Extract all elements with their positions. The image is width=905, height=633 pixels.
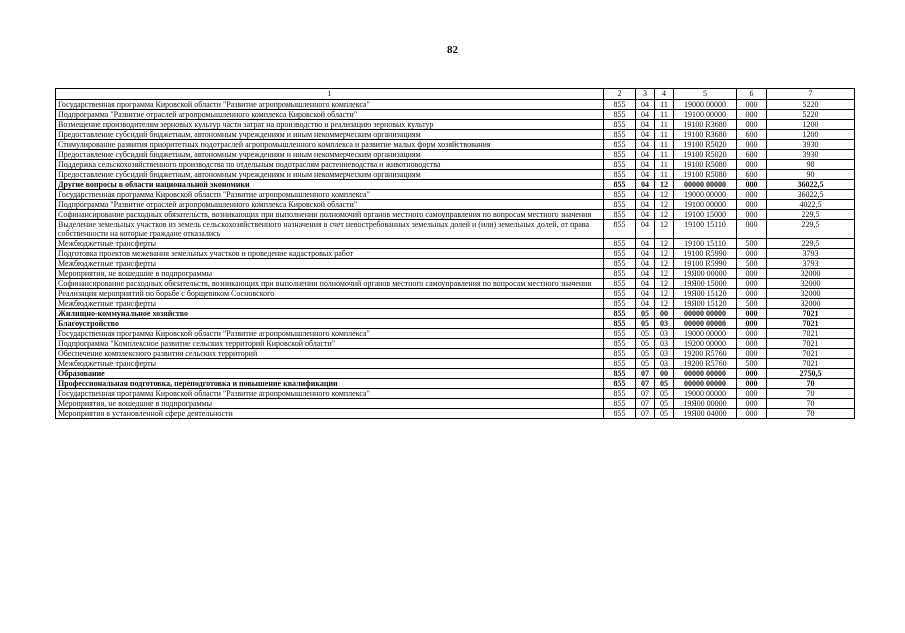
amount-cell: 32000 bbox=[767, 279, 855, 289]
amount-cell: 2750,5 bbox=[767, 369, 855, 379]
amount-cell: 7021 bbox=[767, 359, 855, 369]
target-article-code-cell: 19100 R3680 bbox=[674, 120, 737, 130]
subsection-code-cell: 11 bbox=[655, 170, 674, 180]
section-code-cell: 04 bbox=[636, 160, 655, 170]
column-header: 4 bbox=[655, 89, 674, 100]
target-article-code-cell: 19100 R5990 bbox=[674, 259, 737, 269]
target-article-code-cell: 19200 R5760 bbox=[674, 359, 737, 369]
table-row bbox=[56, 190, 855, 200]
column-header: 1 bbox=[56, 89, 604, 100]
ministry-code-cell: 855 bbox=[604, 289, 636, 299]
expense-type-code-cell: 000 bbox=[737, 379, 767, 389]
row-name-cell: Поддержка сельскохозяйственного производства по отдельным подотраслям растениеводства и животноводства bbox=[56, 160, 604, 170]
row-name-cell: Государственная программа Кировской области "Развитие агропромышленного комплекса" bbox=[56, 329, 604, 339]
target-article-code-cell: 00000 00000 bbox=[674, 369, 737, 379]
expense-type-code-cell: 000 bbox=[737, 339, 767, 349]
section-code-cell: 07 bbox=[636, 409, 655, 419]
target-article-code-cell: 00000 00000 bbox=[674, 180, 737, 190]
ministry-code-cell: 855 bbox=[604, 359, 636, 369]
amount-cell: 90 bbox=[767, 170, 855, 180]
row-name-cell: Мероприятия в установленной сфере деятельности bbox=[56, 409, 604, 419]
subsection-code-cell: 11 bbox=[655, 140, 674, 150]
subsection-code-cell: 12 bbox=[655, 249, 674, 259]
expense-type-code-cell: 000 bbox=[737, 100, 767, 110]
ministry-code-cell: 855 bbox=[604, 130, 636, 140]
row-name-cell: Государственная программа Кировской области "Развитие агропромышленного комплекса" bbox=[56, 100, 604, 110]
subsection-code-cell: 12 bbox=[655, 299, 674, 309]
ministry-code-cell: 855 bbox=[604, 339, 636, 349]
table-row bbox=[56, 319, 855, 329]
row-name-cell: Профессиональная подготовка, переподготовка и повышение квалификации bbox=[56, 379, 604, 389]
ministry-code-cell: 855 bbox=[604, 210, 636, 220]
ministry-code-cell: 855 bbox=[604, 170, 636, 180]
table-row bbox=[56, 329, 855, 339]
table-row bbox=[56, 100, 855, 110]
section-code-cell: 07 bbox=[636, 399, 655, 409]
row-name-cell: Подготовка проектов межевания земельных участков и проведение кадастровых работ bbox=[56, 249, 604, 259]
row-name-cell: Подпрограмма "Развитие отраслей агропромышленного комплекса Кировской области" bbox=[56, 110, 604, 120]
target-article-code-cell: 19Я00 00000 bbox=[674, 399, 737, 409]
ministry-code-cell: 855 bbox=[604, 259, 636, 269]
table-row bbox=[56, 130, 855, 140]
target-article-code-cell: 19100 R5080 bbox=[674, 160, 737, 170]
expense-type-code-cell: 000 bbox=[737, 140, 767, 150]
section-code-cell: 04 bbox=[636, 110, 655, 120]
row-name-cell: Жилищно-коммунальное хозяйство bbox=[56, 309, 604, 319]
section-code-cell: 04 bbox=[636, 210, 655, 220]
section-code-cell: 05 bbox=[636, 359, 655, 369]
target-article-code-cell: 19100 15110 bbox=[674, 220, 737, 239]
table-row bbox=[56, 359, 855, 369]
subsection-code-cell: 11 bbox=[655, 150, 674, 160]
ministry-code-cell: 855 bbox=[604, 239, 636, 249]
expense-type-code-cell: 000 bbox=[737, 329, 767, 339]
target-article-code-cell: 19100 15110 bbox=[674, 239, 737, 249]
target-article-code-cell: 19Я00 15120 bbox=[674, 289, 737, 299]
target-article-code-cell: 19000 00000 bbox=[674, 190, 737, 200]
row-name-cell: Предоставление субсидий бюджетным, автономным учреждениям и иным некоммерческим организациям bbox=[56, 130, 604, 140]
section-code-cell: 05 bbox=[636, 309, 655, 319]
row-name-cell: Образование bbox=[56, 369, 604, 379]
target-article-code-cell: 19100 R5020 bbox=[674, 150, 737, 160]
table-body bbox=[56, 100, 855, 419]
row-name-cell: Предоставление субсидий бюджетным, автономным учреждениям и иным некоммерческим организациям bbox=[56, 170, 604, 180]
target-article-code-cell: 19100 R5080 bbox=[674, 170, 737, 180]
amount-cell: 7021 bbox=[767, 329, 855, 339]
amount-cell: 36022,5 bbox=[767, 190, 855, 200]
target-article-code-cell: 19000 00000 bbox=[674, 329, 737, 339]
subsection-code-cell: 12 bbox=[655, 180, 674, 190]
table-row bbox=[56, 349, 855, 359]
row-name-cell: Межбюджетные трансферты bbox=[56, 359, 604, 369]
ministry-code-cell: 855 bbox=[604, 279, 636, 289]
row-name-cell: Межбюджетные трансферты bbox=[56, 259, 604, 269]
row-name-cell: Реализация мероприятий по борьбе с борщевиком Сосновского bbox=[56, 289, 604, 299]
table-row bbox=[56, 140, 855, 150]
expense-type-code-cell: 000 bbox=[737, 279, 767, 289]
subsection-code-cell: 03 bbox=[655, 339, 674, 349]
subsection-code-cell: 12 bbox=[655, 220, 674, 239]
expense-type-code-cell: 000 bbox=[737, 200, 767, 210]
table-row bbox=[56, 289, 855, 299]
target-article-code-cell: 19Я00 15120 bbox=[674, 299, 737, 309]
expense-type-code-cell: 000 bbox=[737, 349, 767, 359]
ministry-code-cell: 855 bbox=[604, 369, 636, 379]
row-name-cell: Государственная программа Кировской области "Развитие агропромышленного комплекса" bbox=[56, 389, 604, 399]
column-header: 3 bbox=[636, 89, 655, 100]
subsection-code-cell: 11 bbox=[655, 110, 674, 120]
ministry-code-cell: 855 bbox=[604, 190, 636, 200]
table-row bbox=[56, 379, 855, 389]
section-code-cell: 04 bbox=[636, 100, 655, 110]
amount-cell: 229,5 bbox=[767, 220, 855, 239]
subsection-code-cell: 05 bbox=[655, 389, 674, 399]
amount-cell: 32000 bbox=[767, 289, 855, 299]
table-row bbox=[56, 160, 855, 170]
expense-type-code-cell: 500 bbox=[737, 359, 767, 369]
amount-cell: 70 bbox=[767, 379, 855, 389]
table-row bbox=[56, 210, 855, 220]
table-row bbox=[56, 389, 855, 399]
subsection-code-cell: 05 bbox=[655, 379, 674, 389]
column-header: 5 bbox=[674, 89, 737, 100]
ministry-code-cell: 855 bbox=[604, 150, 636, 160]
subsection-code-cell: 12 bbox=[655, 239, 674, 249]
section-code-cell: 04 bbox=[636, 279, 655, 289]
subsection-code-cell: 11 bbox=[655, 130, 674, 140]
table-row bbox=[56, 180, 855, 190]
row-name-cell: Государственная программа Кировской области "Развитие агропромышленного комплекса" bbox=[56, 190, 604, 200]
subsection-code-cell: 12 bbox=[655, 190, 674, 200]
expense-type-code-cell: 000 bbox=[737, 319, 767, 329]
column-header: 7 bbox=[767, 89, 855, 100]
expense-type-code-cell: 600 bbox=[737, 130, 767, 140]
subsection-code-cell: 11 bbox=[655, 100, 674, 110]
ministry-code-cell: 855 bbox=[604, 120, 636, 130]
section-code-cell: 04 bbox=[636, 140, 655, 150]
ministry-code-cell: 855 bbox=[604, 269, 636, 279]
amount-cell: 1200 bbox=[767, 130, 855, 140]
amount-cell: 90 bbox=[767, 160, 855, 170]
expense-type-code-cell: 000 bbox=[737, 110, 767, 120]
row-name-cell: Мероприятия, не вошедшие в подпрограммы bbox=[56, 269, 604, 279]
expense-type-code-cell: 600 bbox=[737, 150, 767, 160]
subsection-code-cell: 11 bbox=[655, 160, 674, 170]
page-number: 82 bbox=[447, 44, 458, 56]
table-row bbox=[56, 269, 855, 279]
subsection-code-cell: 03 bbox=[655, 319, 674, 329]
row-name-cell: Возмещение производителям зерновых культур части затрат на производство и реализацию зерновых культур bbox=[56, 120, 604, 130]
column-header: 6 bbox=[737, 89, 767, 100]
ministry-code-cell: 855 bbox=[604, 379, 636, 389]
target-article-code-cell: 19100 R3680 bbox=[674, 130, 737, 140]
target-article-code-cell: 19Я00 00000 bbox=[674, 269, 737, 279]
subsection-code-cell: 12 bbox=[655, 289, 674, 299]
target-article-code-cell: 19Я00 15000 bbox=[674, 279, 737, 289]
amount-cell: 32000 bbox=[767, 299, 855, 309]
target-article-code-cell: 19200 R5760 bbox=[674, 349, 737, 359]
ministry-code-cell: 855 bbox=[604, 100, 636, 110]
table-row bbox=[56, 369, 855, 379]
section-code-cell: 05 bbox=[636, 319, 655, 329]
target-article-code-cell: 19200 00000 bbox=[674, 339, 737, 349]
expense-type-code-cell: 000 bbox=[737, 249, 767, 259]
target-article-code-cell: 19000 00000 bbox=[674, 389, 737, 399]
expense-type-code-cell: 500 bbox=[737, 239, 767, 249]
target-article-code-cell: 19100 00000 bbox=[674, 200, 737, 210]
expense-type-code-cell: 000 bbox=[737, 160, 767, 170]
amount-cell: 7021 bbox=[767, 349, 855, 359]
ministry-code-cell: 855 bbox=[604, 399, 636, 409]
section-code-cell: 04 bbox=[636, 269, 655, 279]
row-name-cell: Подпрограмма "Комплексное развитие сельских территорий Кировской области" bbox=[56, 339, 604, 349]
subsection-code-cell: 00 bbox=[655, 309, 674, 319]
table-row bbox=[56, 279, 855, 289]
row-name-cell: Межбюджетные трансферты bbox=[56, 239, 604, 249]
expense-type-code-cell: 000 bbox=[737, 399, 767, 409]
table-row bbox=[56, 399, 855, 409]
subsection-code-cell: 05 bbox=[655, 399, 674, 409]
section-code-cell: 05 bbox=[636, 339, 655, 349]
amount-cell: 4022,5 bbox=[767, 200, 855, 210]
amount-cell: 3793 bbox=[767, 249, 855, 259]
ministry-code-cell: 855 bbox=[604, 309, 636, 319]
expense-type-code-cell: 000 bbox=[737, 120, 767, 130]
ministry-code-cell: 855 bbox=[604, 389, 636, 399]
amount-cell: 70 bbox=[767, 389, 855, 399]
expense-type-code-cell: 000 bbox=[737, 289, 767, 299]
section-code-cell: 05 bbox=[636, 349, 655, 359]
target-article-code-cell: 19100 R5020 bbox=[674, 140, 737, 150]
subsection-code-cell: 12 bbox=[655, 210, 674, 220]
amount-cell: 3930 bbox=[767, 150, 855, 160]
amount-cell: 7021 bbox=[767, 309, 855, 319]
subsection-code-cell: 03 bbox=[655, 329, 674, 339]
section-code-cell: 07 bbox=[636, 369, 655, 379]
target-article-code-cell: 19100 R5990 bbox=[674, 249, 737, 259]
table-row bbox=[56, 309, 855, 319]
table-row bbox=[56, 150, 855, 160]
table-row bbox=[56, 339, 855, 349]
amount-cell: 229,5 bbox=[767, 239, 855, 249]
subsection-code-cell: 12 bbox=[655, 200, 674, 210]
row-name-cell: Обеспечение комплексного развития сельских территорий bbox=[56, 349, 604, 359]
section-code-cell: 07 bbox=[636, 379, 655, 389]
table-row bbox=[56, 239, 855, 249]
table-row bbox=[56, 110, 855, 120]
section-code-cell: 04 bbox=[636, 170, 655, 180]
amount-cell: 70 bbox=[767, 399, 855, 409]
expense-type-code-cell: 000 bbox=[737, 190, 767, 200]
expense-type-code-cell: 000 bbox=[737, 210, 767, 220]
ministry-code-cell: 855 bbox=[604, 319, 636, 329]
ministry-code-cell: 855 bbox=[604, 200, 636, 210]
section-code-cell: 04 bbox=[636, 190, 655, 200]
table-row bbox=[56, 120, 855, 130]
table-row bbox=[56, 299, 855, 309]
amount-cell: 7021 bbox=[767, 319, 855, 329]
ministry-code-cell: 855 bbox=[604, 110, 636, 120]
row-name-cell: Выделение земельных участков из земель сельскохозяйственного назначения в счет невостребованных земельных долей и (или) земельных долей, от права собственности на которые граждане отказались bbox=[56, 220, 604, 239]
ministry-code-cell: 855 bbox=[604, 329, 636, 339]
ministry-code-cell: 855 bbox=[604, 180, 636, 190]
subsection-code-cell: 12 bbox=[655, 279, 674, 289]
target-article-code-cell: 00000 00000 bbox=[674, 319, 737, 329]
subsection-code-cell: 03 bbox=[655, 359, 674, 369]
table-row bbox=[56, 249, 855, 259]
ministry-code-cell: 855 bbox=[604, 349, 636, 359]
section-code-cell: 04 bbox=[636, 200, 655, 210]
section-code-cell: 04 bbox=[636, 180, 655, 190]
section-code-cell: 04 bbox=[636, 299, 655, 309]
section-code-cell: 04 bbox=[636, 249, 655, 259]
section-code-cell: 04 bbox=[636, 150, 655, 160]
section-code-cell: 07 bbox=[636, 389, 655, 399]
column-header: 2 bbox=[604, 89, 636, 100]
section-code-cell: 04 bbox=[636, 220, 655, 239]
expense-type-code-cell: 000 bbox=[737, 309, 767, 319]
expense-type-code-cell: 000 bbox=[737, 180, 767, 190]
row-name-cell: Стимулирование развития приоритетных подотраслей агропромышленного комплекса и развитие малых форм хозяйствования bbox=[56, 140, 604, 150]
amount-cell: 1200 bbox=[767, 120, 855, 130]
subsection-code-cell: 11 bbox=[655, 120, 674, 130]
subsection-code-cell: 12 bbox=[655, 259, 674, 269]
expense-type-code-cell: 000 bbox=[737, 389, 767, 399]
ministry-code-cell: 855 bbox=[604, 140, 636, 150]
ministry-code-cell: 855 bbox=[604, 299, 636, 309]
row-name-cell: Софинансирование расходных обязательств, возникающих при выполнении полномочий органов местного самоуправления по вопросам местного значения bbox=[56, 210, 604, 220]
row-name-cell: Подпрограмма "Развитие отраслей агропромышленного комплекса Кировской области" bbox=[56, 200, 604, 210]
ministry-code-cell: 855 bbox=[604, 160, 636, 170]
expense-type-code-cell: 000 bbox=[737, 409, 767, 419]
table-row bbox=[56, 200, 855, 210]
table-row bbox=[56, 409, 855, 419]
expense-type-code-cell: 500 bbox=[737, 299, 767, 309]
row-name-cell: Межбюджетные трансферты bbox=[56, 299, 604, 309]
subsection-code-cell: 00 bbox=[655, 369, 674, 379]
section-code-cell: 04 bbox=[636, 120, 655, 130]
target-article-code-cell: 19Я00 04000 bbox=[674, 409, 737, 419]
amount-cell: 229,5 bbox=[767, 210, 855, 220]
section-code-cell: 05 bbox=[636, 329, 655, 339]
section-code-cell: 04 bbox=[636, 289, 655, 299]
expense-type-code-cell: 000 bbox=[737, 269, 767, 279]
amount-cell: 7021 bbox=[767, 339, 855, 349]
target-article-code-cell: 19100 15000 bbox=[674, 210, 737, 220]
row-name-cell: Предоставление субсидий бюджетным, автономным учреждениям и иным некоммерческим организациям bbox=[56, 150, 604, 160]
amount-cell: 70 bbox=[767, 409, 855, 419]
ministry-code-cell: 855 bbox=[604, 220, 636, 239]
row-name-cell: Благоустройство bbox=[56, 319, 604, 329]
expense-type-code-cell: 500 bbox=[737, 259, 767, 269]
ministry-code-cell: 855 bbox=[604, 409, 636, 419]
section-code-cell: 04 bbox=[636, 259, 655, 269]
subsection-code-cell: 05 bbox=[655, 409, 674, 419]
section-code-cell: 04 bbox=[636, 239, 655, 249]
amount-cell: 36022,5 bbox=[767, 180, 855, 190]
target-article-code-cell: 00000 00000 bbox=[674, 309, 737, 319]
table-row bbox=[56, 170, 855, 180]
target-article-code-cell: 19000 00000 bbox=[674, 100, 737, 110]
table-row bbox=[56, 259, 855, 269]
subsection-code-cell: 03 bbox=[655, 349, 674, 359]
amount-cell: 5220 bbox=[767, 100, 855, 110]
expense-type-code-cell: 600 bbox=[737, 170, 767, 180]
row-name-cell: Софинансирование расходных обязательств, возникающих при выполнении полномочий органов местного самоуправления по вопросам местного значения bbox=[56, 279, 604, 289]
amount-cell: 3793 bbox=[767, 259, 855, 269]
row-name-cell: Другие вопросы в области национальной экономики bbox=[56, 180, 604, 190]
table-row bbox=[56, 220, 855, 239]
budget-table bbox=[55, 88, 855, 419]
amount-cell: 32000 bbox=[767, 269, 855, 279]
amount-cell: 5220 bbox=[767, 110, 855, 120]
expense-type-code-cell: 000 bbox=[737, 369, 767, 379]
expense-type-code-cell: 000 bbox=[737, 220, 767, 239]
target-article-code-cell: 19100 00000 bbox=[674, 110, 737, 120]
subsection-code-cell: 12 bbox=[655, 269, 674, 279]
ministry-code-cell: 855 bbox=[604, 249, 636, 259]
target-article-code-cell: 00000 00000 bbox=[674, 379, 737, 389]
amount-cell: 3930 bbox=[767, 140, 855, 150]
row-name-cell: Мероприятия, не вошедшие в подпрограммы bbox=[56, 399, 604, 409]
table-header-row bbox=[56, 89, 855, 100]
section-code-cell: 04 bbox=[636, 130, 655, 140]
